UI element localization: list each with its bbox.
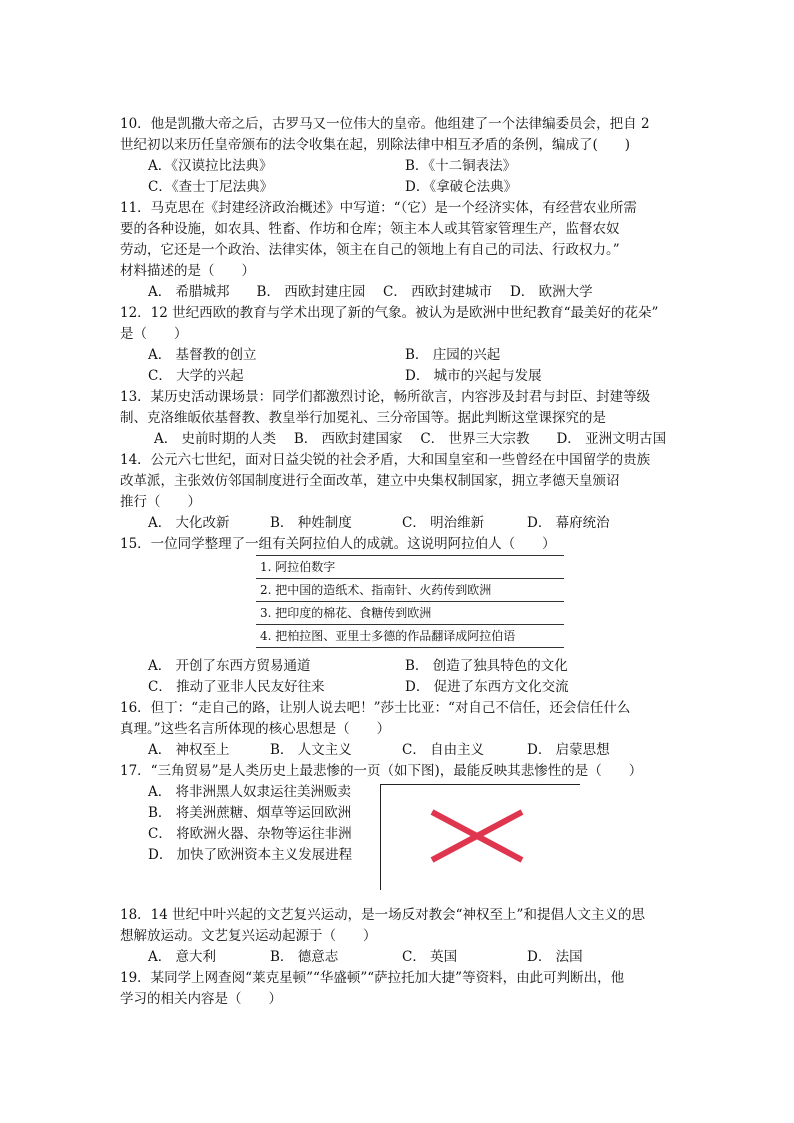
q14-option-c: C． 明治维新 — [402, 515, 485, 531]
q15-stem-line1: 15．一位同学整理了一组有关阿拉伯人的成就。这说明阿拉伯人（ ） — [120, 536, 556, 552]
q11-stem-line3: 劳动，它还是一个政治、法律实体，领主在自己的领地上有自己的司法、行政权力。” — [120, 242, 620, 258]
q12-stem-line1: 12．12 世纪西欧的教育与学术出现了新的气象。被认为是欧洲中世纪教育“最美好的花朵” — [120, 305, 659, 321]
q18-option-c: C． 英国 — [402, 949, 458, 965]
q17-option-a: A． 将非洲黑人奴隶运往美洲贩卖 — [148, 784, 352, 800]
q15-table-row-2: 2. 把中国的造纸术、指南针、火药传到欧洲 — [256, 579, 564, 602]
q15-option-b: B． 创造了独具特色的文化 — [405, 658, 568, 674]
q18-stem-line2: 想解放运动。文艺复兴运动起源于（ ） — [120, 928, 377, 944]
q13-stem-line1: 13．某历史活动课场景：同学们都激烈讨论，畅所欲言，内容涉及封君与封臣、封建等级 — [120, 389, 651, 405]
q15-table-row-1: 1. 阿拉伯数字 — [256, 555, 564, 579]
q12-option-d: D． 城市的兴起与发展 — [405, 368, 542, 384]
q17-triangle-trade-figure — [380, 784, 580, 890]
q19-stem-line1: 19．某同学上网查阅“莱克星顿”“华盛顿”“萨拉托加大捷”等资料，由此可判断出，他 — [120, 970, 625, 986]
q13-stem-line2: 制、克洛维皈依基督教、教皇举行加冕礼、三分帝国等。据此判断这堂课探究的是 — [120, 410, 606, 426]
q15-table-row-4: 4. 把柏拉图、亚里士多德的作品翻译成阿拉伯语 — [256, 625, 564, 648]
q14-stem-line3: 推行（ ） — [120, 494, 201, 510]
q11-options: A． 希腊城邦 B． 西欧封建庄园 C． 西欧封建城市 D． 欧洲大学 — [148, 284, 593, 300]
q11-stem-line2: 要的各种设施，如农具、牲畜、作坊和仓库；领主本人或其管家管理生产，监督农奴 — [120, 221, 620, 237]
q12-option-b: B． 庄园的兴起 — [405, 347, 501, 363]
cross-mark-icon — [380, 784, 580, 890]
q14-stem-line2: 改革派，主张效仿邻国制度进行全面改革，建立中央集权制国家，拥立孝德天皇颁诏 — [120, 473, 620, 489]
q12-option-c: C． 大学的兴起 — [148, 368, 244, 384]
q14-option-b: B． 种姓制度 — [270, 515, 352, 531]
q11-stem-line1: 11．马克思在《封建经济政治概述》中写道：“（它）是一个经济实体，有经营农业所需 — [120, 200, 637, 216]
q15-table-row-3: 3. 把印度的棉花、食糖传到欧洲 — [256, 602, 564, 625]
q18-option-d: D． 法国 — [527, 949, 583, 965]
q12-option-a: A． 基督教的创立 — [148, 347, 257, 363]
q13-options: A． 史前时期的人类 B． 西欧封建国家 C． 世界三大宗教 D． 亚洲文明古国 — [154, 431, 667, 447]
q10-option-c: C．《查士丁尼法典》 — [148, 179, 274, 195]
q12-stem-line2: 是（ ） — [120, 326, 188, 342]
q10-option-b: B．《十二铜表法》 — [405, 158, 517, 174]
q17-stem-line1: 17．“三角贸易”是人类历史上最悲惨的一页（如下图)，最能反映其悲惨性的是（ ） — [120, 763, 643, 779]
q16-stem-line1: 16．但丁：“走自己的路，让别人说去吧！”莎士比亚：“对自己不信任，还会信任什么 — [120, 700, 631, 716]
q18-stem-line1: 18．14 世纪中叶兴起的文艺复兴运动，是一场反对教会“神权至上”和提倡人文主义的思 — [120, 907, 645, 923]
q17-option-b: B． 将美洲蔗糖、烟草等运回欧洲 — [148, 805, 352, 821]
q16-option-b: B． 人文主义 — [270, 742, 352, 758]
q11-stem-line4: 材料描述的是（ ） — [120, 263, 255, 279]
q14-option-d: D． 幕府统治 — [527, 515, 610, 531]
q17-option-c: C． 将欧洲火器、杂物等运往非洲 — [148, 826, 352, 842]
q17-option-d: D． 加快了欧洲资本主义发展进程 — [148, 847, 353, 863]
q10-option-d: D．《拿破仑法典》 — [405, 179, 518, 195]
q15-achievement-table — [256, 555, 564, 648]
q19-stem-line2: 学习的相关内容是（ ） — [120, 991, 282, 1007]
q10-stem-line1: 10．他是凯撒大帝之后，古罗马又一位伟大的皇帝。他组建了一个法律编委员会，把自 2 — [120, 116, 650, 132]
q10-stem-line2: 世纪初以来历任皇帝颁布的法令收集在起，别除法律中相互矛盾的条例，编成了( ) — [120, 137, 631, 153]
q15-option-d: D． 促进了东西方文化交流 — [405, 679, 569, 695]
q16-option-c: C． 自由主义 — [402, 742, 485, 758]
q16-stem-line2: 真理。”这些名言所体现的核心思想是（ ） — [120, 721, 391, 737]
q15-option-c: C． 推动了亚非人民友好往来 — [148, 679, 325, 695]
q10-option-a: A．《汉谟拉比法典》 — [148, 158, 273, 174]
q18-option-a: A． 意大利 — [148, 949, 217, 965]
q14-stem-line1: 14．公元六七世纪，面对日益尖锐的社会矛盾，大和国皇室和一些曾经在中国留学的贵族 — [120, 452, 651, 468]
q16-option-d: D． 启蒙思想 — [527, 742, 610, 758]
q14-option-a: A． 大化改新 — [148, 515, 230, 531]
q16-option-a: A． 神权至上 — [148, 742, 230, 758]
q15-option-a: A． 开创了东西方贸易通道 — [148, 658, 311, 674]
q18-option-b: B． 德意志 — [270, 949, 339, 965]
